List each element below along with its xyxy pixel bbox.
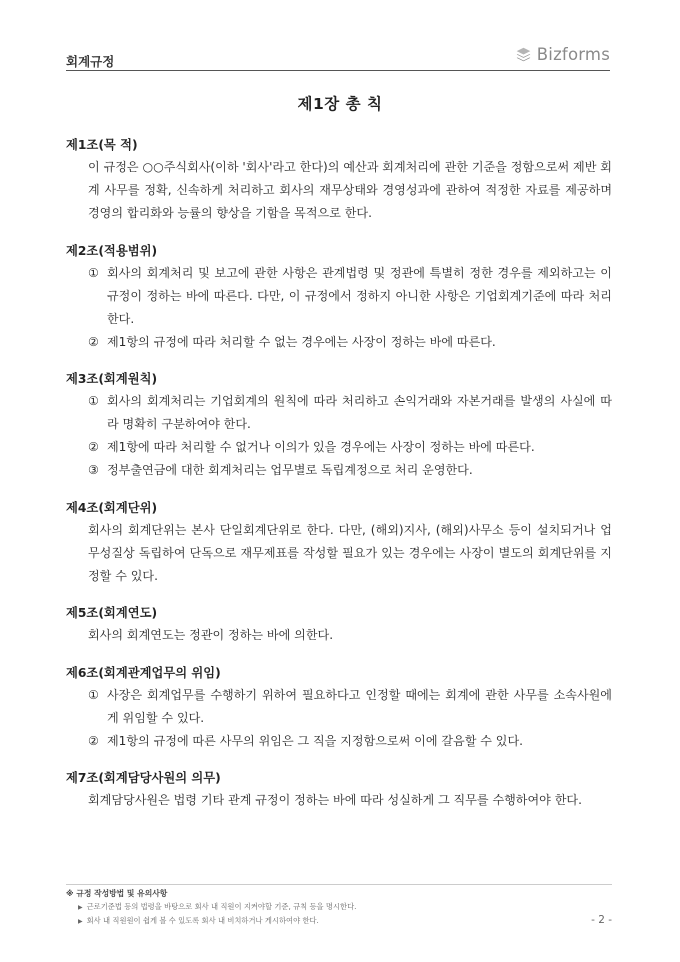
article-title: 제2조(적용범위): [66, 243, 158, 258]
paragraph-number: ①: [88, 687, 99, 702]
paragraph: [66, 730, 612, 753]
paragraph-number: ②: [88, 440, 99, 454]
logo-text: Bizforms: [536, 45, 610, 64]
layers-icon: [515, 46, 532, 63]
paragraph-text: 제1항의 규정에 따른 사무의 위임은 그 직을 지정함으로써 이에 갈음할 수 있다.: [107, 733, 523, 748]
page-header: [66, 42, 610, 71]
article-title: 제1조(목 적): [66, 138, 138, 152]
article-1: [66, 134, 612, 225]
footer-notes: [66, 888, 546, 928]
paragraph: [66, 684, 612, 730]
paragraph-text: 회사의 회계처리는 기업회계의 원칙에 따라 처리하고 손익거래와 자본거래를 발생의 사실에 따라 명확히 구분하여야 한다.: [107, 394, 612, 431]
paragraph: [66, 436, 612, 459]
paragraph-number: ②: [88, 733, 99, 748]
article-title: 제4조(회계단위): [66, 500, 158, 515]
paragraph: [66, 331, 612, 354]
article-7: [66, 767, 612, 812]
article-3: [66, 368, 612, 482]
triangle-bullet-icon: ▶: [78, 904, 83, 911]
paragraph-text: 사장은 회계업무를 수행하기 위하여 필요하다고 인정할 때에는 회계에 관한 사무를 소속사원에게 위임할 수 있다.: [107, 687, 612, 725]
page-number: - 2 -: [591, 914, 612, 926]
document-body: [66, 134, 612, 827]
article-2: [66, 240, 612, 354]
article-6: [66, 662, 612, 753]
article-body: 회사의 회계단위는 본사 단일회계단위로 한다. 다만, (해외)지사, (해외)사무소 등이 설치되거나 업무성질상 독립하여 단독으로 재무제표를 작성할 필요가 있는 경우에는 사장이 별도의 회계단위를 지정할 수 있다.: [88, 522, 612, 583]
paragraph: [66, 459, 612, 482]
paragraph-number: ②: [88, 334, 99, 349]
footer-divider: [66, 884, 612, 885]
paragraph: [66, 390, 612, 436]
note-item: [66, 900, 546, 914]
note-text: 근로기준법 등의 법령을 바탕으로 회사 내 직원이 지켜야할 기준, 규칙 등을 명시한다.: [86, 902, 357, 911]
article-title: 제6조(회계관계업무의 위임): [66, 665, 221, 680]
brand-logo: [515, 45, 610, 64]
article-body: 회계담당사원은 법령 기타 관계 규정이 정하는 바에 따라 성실하게 그 직무를 수행하여야 한다.: [88, 793, 582, 807]
article-5: [66, 602, 612, 647]
paragraph-text: 정부출연금에 대한 회계처리는 업무별로 독립계정으로 처리 운영한다.: [107, 463, 473, 477]
note-item: [66, 914, 546, 928]
article-title: 제5조(회계연도): [66, 606, 158, 620]
article-body: 회사의 회계연도는 정관이 정하는 바에 의한다.: [88, 628, 334, 642]
paragraph-number: ③: [88, 463, 99, 477]
paragraph-number: ①: [88, 265, 99, 280]
note-text: 회사 내 직원원이 쉽게 볼 수 있도록 회사 내 비치하거나 게시하여야 한다.: [86, 916, 319, 925]
paragraph-text: 제1항의 규정에 따라 처리할 수 없는 경우에는 사장이 정하는 바에 따른다.: [107, 334, 496, 349]
article-4: [66, 497, 612, 588]
paragraph-text: 회사의 회계처리 및 보고에 관한 사항은 관계법령 및 정관에 특별히 정한 경우를 제외하고는 이 규정이 정하는 바에 따른다. 다만, 이 규정에서 정하지 아니한 사항은 기업회계기준에 따라 처리한다.: [107, 265, 612, 326]
paragraph-text: 제1항에 따라 처리할 수 없거나 이의가 있을 경우에는 사장이 정하는 바에 따른다.: [107, 440, 535, 454]
article-title: 제3조(회계원칙): [66, 372, 158, 386]
header-title: 회계규정: [66, 54, 115, 69]
paragraph: [66, 262, 612, 331]
article-title: 제7조(회계담당사원의 의무): [66, 771, 221, 785]
chapter-title: 제1장 총 칙: [297, 95, 383, 113]
article-body: 이 규정은 ○○주식회사(이하 '회사'라고 한다)의 예산과 회계처리에 관한 기준을 정함으로써 제반 회계 사무를 정확, 신속하게 처리하고 회사의 재무상태와 경영성과에 관하여 적정한 자료를 제공하며 경영의 합리화와 능률의 향상을 기함을 목적으로 한다.: [88, 160, 612, 220]
triangle-bullet-icon: ▶: [78, 918, 83, 925]
paragraph-number: ①: [88, 394, 99, 408]
note-title: ※ 규정 작성방법 및 유의사항: [66, 889, 168, 898]
